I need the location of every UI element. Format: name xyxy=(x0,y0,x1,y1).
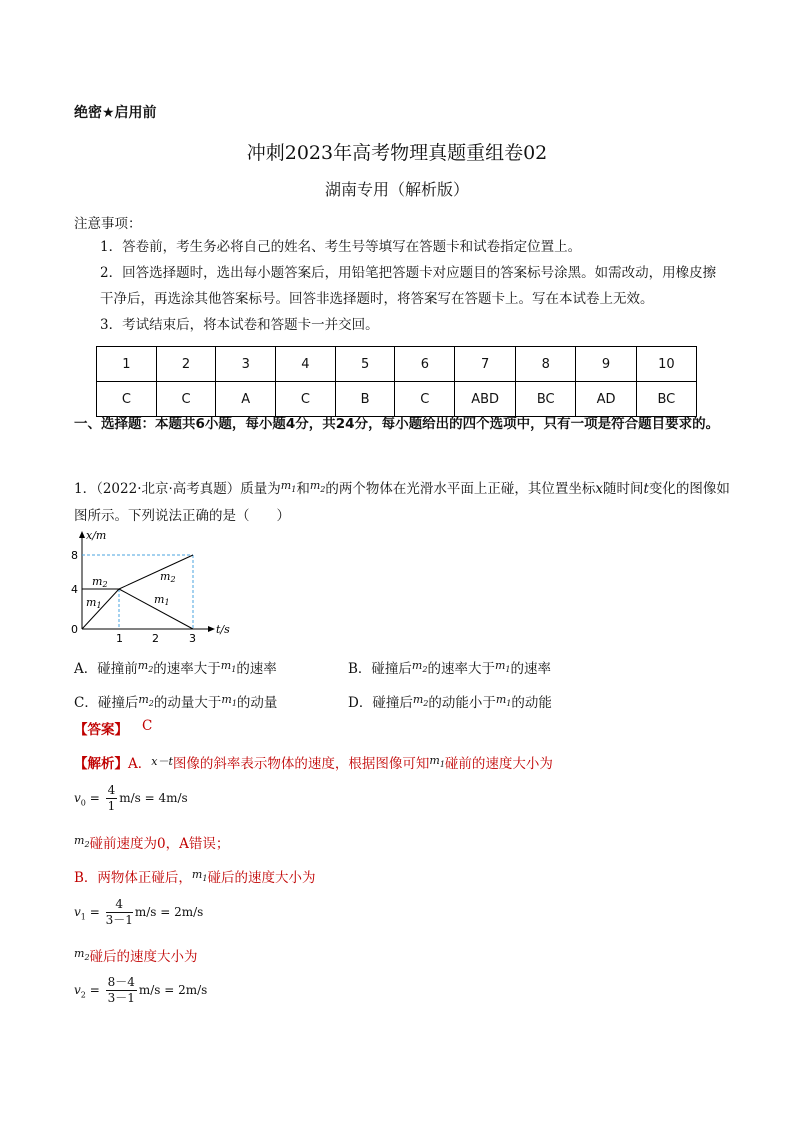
note-item: 1．答卷前，考生务必将自己的姓名、考生号等填写在答题卡和试卷指定位置上。 xyxy=(100,239,582,255)
answer-label: 【答案】 xyxy=(74,722,128,738)
stem-text: 的两个物体在光滑水平面上正碰，其位置坐标 xyxy=(325,481,596,497)
table-cell: B xyxy=(335,382,395,417)
table-cell: AD xyxy=(576,382,636,417)
table-cell: BC xyxy=(516,382,576,417)
table-cell: BC xyxy=(636,382,696,417)
y-axis-arrow xyxy=(79,531,85,538)
stem-text: 变化的图像如图所示。下列说法正确的是（ ） xyxy=(74,481,730,525)
x-tick-label: 1 xyxy=(116,632,123,644)
table-cell: 5 xyxy=(335,347,395,382)
y-tick-label: 4 xyxy=(71,583,78,596)
table-cell: A xyxy=(216,382,276,417)
table-cell: C xyxy=(97,382,157,417)
table-cell: 6 xyxy=(395,347,455,382)
answer-table xyxy=(96,346,697,417)
analysis-line-b2: $^{m_2}$碰后的速度大小为 xyxy=(74,947,198,965)
table-cell: ABD xyxy=(455,382,516,417)
option-a: A．碰撞前$^{m_2}$的速率大于$^{m_1}$的速率 xyxy=(74,659,277,677)
table-cell: 10 xyxy=(636,347,696,382)
equation-v2: $v_2$ = $\frac{8-4}{3-1}$ m/s = 2m/s xyxy=(74,975,208,1005)
table-cell: C xyxy=(156,382,216,417)
series-label-m1: m1 xyxy=(154,593,170,607)
analysis-line-a2: $^{m_2}$碰前速度为0，A错误； xyxy=(74,834,230,852)
equation-v1: $v_1$ = $\frac{4}{3-1}$ m/s = 2m/s xyxy=(74,897,204,927)
equation-v0: $v_0$ = $\frac{4}{1}$ m/s = 4m/s xyxy=(74,783,188,813)
y-axis-label: x/m xyxy=(86,529,107,542)
table-cell: C xyxy=(276,382,336,417)
option-c: C．碰撞后$^{m_2}$的动量大于$^{m_1}$的动量 xyxy=(74,693,278,711)
y-tick-label: 0 xyxy=(71,623,78,636)
x-tick-label: 3 xyxy=(189,632,196,644)
analysis-line-a: 【解析】A．$^{x-t}$图像的斜率表示物体的速度，根据图像可知$^{m_1}$碰前的速度大小为 xyxy=(74,754,553,772)
x-symbol: x xyxy=(595,481,603,497)
y-tick-label: 8 xyxy=(71,549,78,562)
secret-label: 绝密★启用前 xyxy=(74,105,157,121)
series-label-m1: m1 xyxy=(86,596,102,610)
table-cell: 7 xyxy=(455,347,516,382)
page-title: 冲刺2023年高考物理真题重组卷02 xyxy=(246,142,548,164)
option-b: B．碰撞后$^{m_2}$的速率大于$^{m_1}$的速率 xyxy=(348,659,551,677)
table-cell: 3 xyxy=(216,347,276,382)
table-cell: 9 xyxy=(576,347,636,382)
table-cell: 4 xyxy=(276,347,336,382)
stem-text: 1．（2022·北京·高考真题）质量为 xyxy=(74,481,281,497)
t-symbol: t xyxy=(643,481,649,497)
position-time-graph xyxy=(70,528,240,644)
table-cell: 2 xyxy=(156,347,216,382)
series-label-m2: m2 xyxy=(92,575,108,589)
note-item: 2．回答选择题时，选出每小题答案后，用铅笔把答题卡对应题目的答案标号涂黑。如需改动，用橡皮擦干净后，再选涂其他答案标号。回答非选择题时，将答案写在答题卡上。写在本试卷上无效。 xyxy=(100,265,717,307)
answer-value: C xyxy=(142,718,153,734)
notes-list xyxy=(74,234,724,338)
page-subtitle: 湖南专用（解析版） xyxy=(324,180,469,199)
stem-text: 随时间 xyxy=(602,481,644,497)
analysis-line-b: B．两物体正碰后，$^{m_1}$碰后的速度大小为 xyxy=(74,868,316,886)
table-cell: 1 xyxy=(97,347,157,382)
x-axis-arrow xyxy=(208,626,215,632)
question-stem xyxy=(74,473,734,529)
option-d: D．碰撞后$^{m_2}$的动能小于$^{m_1}$的动能 xyxy=(348,693,552,711)
table-row-numbers xyxy=(97,347,697,382)
series-label-m2: m2 xyxy=(160,570,176,584)
table-cell: 8 xyxy=(516,347,576,382)
x-tick-label: 2 xyxy=(152,632,159,644)
x-axis-label: t/s xyxy=(216,623,230,636)
notes-heading: 注意事项： xyxy=(74,216,142,232)
section-heading: 一、选择题：本题共6小题，每小题4分，共24分，每小题给出的四个选项中，只有一项是符合题目要求的。 xyxy=(74,416,720,432)
m2-symbol: m2 xyxy=(309,479,326,495)
m1-symbol: m1 xyxy=(280,479,297,495)
m2-after-line xyxy=(119,555,193,589)
note-item: 3．考试结束后，将本试卷和答题卡一并交回。 xyxy=(100,317,379,333)
stem-text: 和 xyxy=(296,481,310,497)
table-cell: C xyxy=(395,382,455,417)
